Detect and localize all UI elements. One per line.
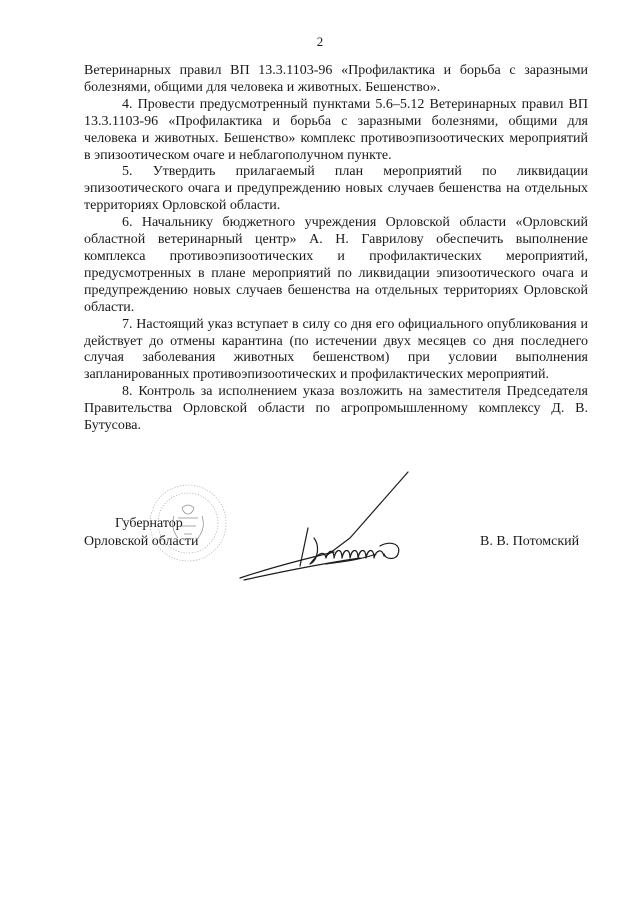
- signatory-name: В. В. Потомский: [480, 534, 580, 549]
- paragraph-item-5: 5. Утвердить прилагаемый план мероприятий по ликвидации эпизоотического очага и предупреждению новых случаев бешенства на отдельных территориях Орловской области.: [84, 164, 588, 214]
- handwritten-signature: [230, 468, 420, 588]
- signatory-title-line1: Губернатор: [115, 516, 183, 531]
- paragraph-item-7: 7. Настоящий указ вступает в силу со дня его официального опубликования и действует до отмены карантина (по истечении двух месяцев со дня последнего случая заболевания животных бешенством) при условии выполнения запланированных противоэпизоотических и профилактических мероприятий.: [84, 316, 588, 383]
- paragraph-item-6: 6. Начальнику бюджетного учреждения Орловской области «Орловский областной ветеринарный центр» А. Н. Гаврилову обеспечить выполнение комплекса противоэпизоотических и профилактических мероприятий, предусмотренных в плане мероприятий по ликвидации эпизоотического очага и предупреждению новых случаев бешенства на отдельных территориях Орловской области.: [84, 215, 588, 315]
- paragraph-item-8: 8. Контроль за исполнением указа возложить на заместителя Председателя Правительства Орловской области по агропромышленному комплексу Д. В. Бутусова.: [84, 384, 588, 434]
- page-number: 2: [316, 34, 324, 49]
- paragraph-item-4: 4. Провести предусмотренный пунктами 5.6–5.12 Ветеринарных правил ВП 13.3.1103-96 «Профилактика и борьба с заразными болезнями, общими для человека и животных. Бешенство» комплекс противоэпизоотических мероприятий в эпизоотическом очаге и неблагополучном пункте.: [84, 96, 588, 163]
- signatory-title-line2: Орловской области: [84, 534, 199, 549]
- paragraph-continuation: Ветеринарных правил ВП 13.3.1103-96 «Профилактика и борьба с заразными болезнями, общими для человека и животных. Бешенство».: [84, 63, 588, 95]
- document-body: [84, 63, 588, 435]
